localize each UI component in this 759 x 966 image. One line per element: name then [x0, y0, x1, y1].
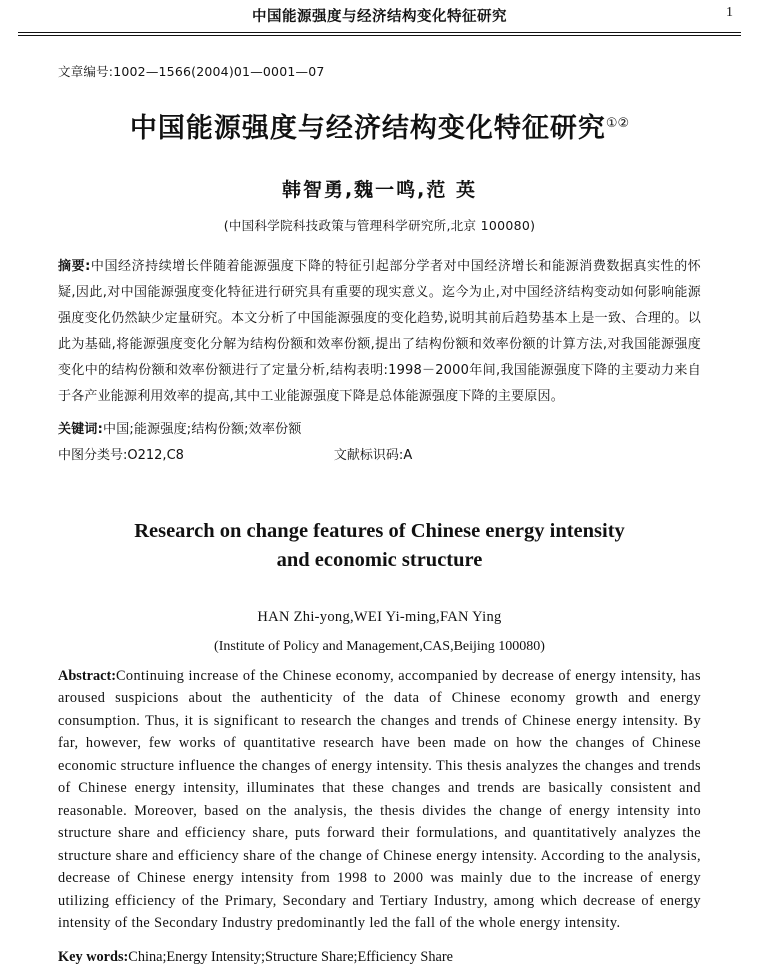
document-code	[334, 444, 412, 463]
english-title-line-2: and economic structure	[276, 548, 483, 571]
clc-number	[58, 444, 184, 463]
english-abstract-text: Continuing increase of the Chinese economy, accompanied by decrease of energy intensity, has aroused suspicions about the authenticity of the data of Chinese economy growth and energy consumption. Thus, it is significant to research the changes and trends of Chinese energy intensity. By far, however, few works of quantitative research have been made on how the changes of Chinese economic structure influence the changes of energy intensity. This thesis analyzes the changes and trends of Chinese energy intensity, illuminates that these changes and trends are basically consistent and reasonable. Moreover, based on the analysis, the thesis divides the change of energy intensity into structure share and efficiency share, puts forward their formulations, and quantitatively analyzes the structure share and efficiency share of the change of Chinese energy intensity. According to the analysis, decrease of Chinese energy intensity from 1998 to 2000 was mainly due to the increase of energy utilizing efficiency of the Primary, Secondary and Tertiary Industry, among which decrease of energy intensity of the Secondary Industry predominantly led the fall of the whole energy intensity.	[58, 667, 701, 931]
chinese-keywords	[58, 418, 701, 437]
page-number: 1	[726, 5, 733, 20]
english-abstract	[58, 665, 701, 935]
chinese-abstract-text: 中国经济持续增长伴随着能源强度下降的特征引起部分学者对中国经济增长和能源消费数据真实性的怀疑,因此,对中国能源强度变化特征进行研究具有重要的现实意义。迄今为止,对中国经济结构变动如何影响能源强度变化仍然缺少定量研究。本文分析了中国能源强度的变化趋势,说明其前后趋势基本上是一致、合理的。以此为基础,将能源强度变化分解为结构份额和效率份额,提出了结构份额和效率份额的计算方法,对我国能源强度变化中的结构份额和效率份额进行了定量分析,结构表明:1998－2000年间,我国能源强度下降的主要动力来自于各产业能源利用效率的提高,其中工业能源强度下降是总体能源强度下降的主要原因。	[58, 258, 701, 404]
chinese-abstract-label: 摘要:	[58, 258, 91, 274]
classification-line	[58, 444, 701, 463]
header-rule-thin	[18, 35, 741, 36]
header-rule-thick	[18, 32, 741, 33]
english-authors: HAN Zhi-yong,WEI Yi-ming,FAN Ying	[257, 608, 502, 625]
english-title	[58, 517, 701, 575]
chinese-affiliation: (中国科学院科技政策与管理科学研究所,北京 100080)	[223, 217, 536, 233]
english-affiliation: (Institute of Policy and Management,CAS,Beijing 100080)	[214, 638, 545, 654]
english-title-line-1: Research on change features of Chinese energy intensity	[134, 519, 625, 542]
english-keywords-text: China;Energy Intensity;Structure Share;Efficiency Share	[128, 948, 453, 965]
english-keywords	[58, 949, 701, 966]
chinese-keywords-text: 中国;能源强度;结构份额;效率份额	[103, 421, 302, 437]
english-keywords-label: Key words:	[58, 948, 129, 965]
chinese-abstract	[58, 254, 701, 410]
chinese-title	[58, 106, 701, 145]
running-head	[0, 0, 759, 30]
article-body	[0, 62, 759, 966]
running-head-title: 中国能源强度与经济结构变化特征研究	[252, 8, 507, 25]
document-code-value: A	[403, 447, 413, 463]
footnote-markers: ①②	[605, 115, 630, 131]
clc-value: O212,C8	[127, 447, 184, 463]
clc-label: 中图分类号:	[58, 447, 128, 463]
article-number: 文章编号:1002—1566(2004)01—0001—07	[58, 63, 325, 79]
english-abstract-label: Abstract:	[58, 667, 116, 684]
document-code-label: 文献标识码:	[333, 447, 404, 463]
chinese-title-text: 中国能源强度与经济结构变化特征研究	[129, 112, 606, 144]
chinese-authors: 韩智勇,魏一鸣,范 英	[281, 178, 478, 201]
chinese-keywords-label: 关键词:	[58, 421, 103, 437]
